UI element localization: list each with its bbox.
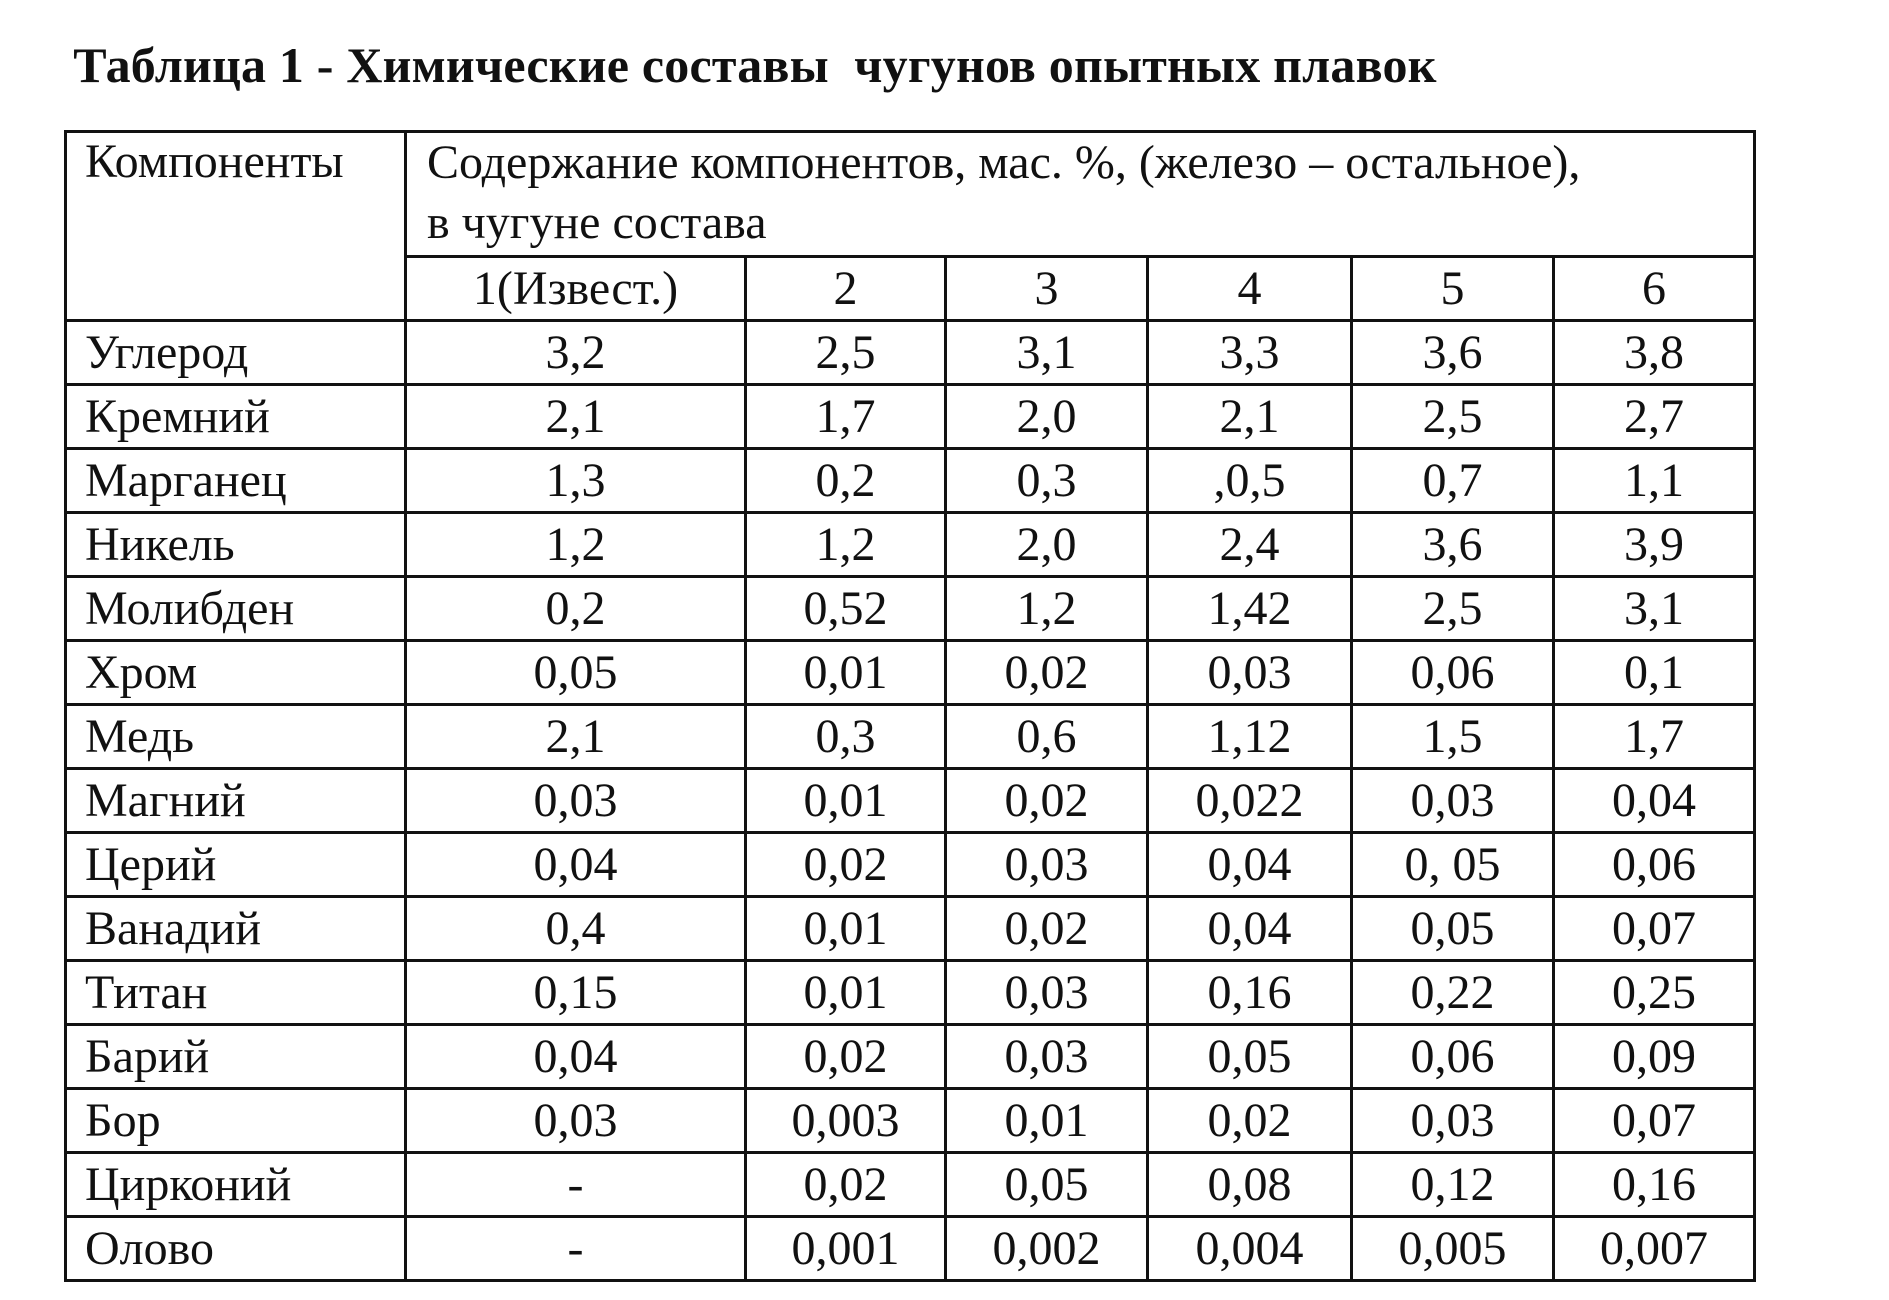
column-header: 4 [1148, 257, 1352, 321]
value-cell: 0,05 [946, 1153, 1148, 1217]
value-cell: 0,05 [406, 641, 746, 705]
value-cell: 0,02 [746, 1153, 946, 1217]
value-cell: 0,08 [1148, 1153, 1352, 1217]
value-cell: 0,22 [1352, 961, 1554, 1025]
table-row [66, 321, 1755, 385]
column-header: 3 [946, 257, 1148, 321]
value-cell: 0,09 [1554, 1025, 1755, 1089]
value-cell: 1,2 [946, 577, 1148, 641]
value-cell: 0,05 [1352, 897, 1554, 961]
value-cell: 0,25 [1554, 961, 1755, 1025]
value-cell: 0,04 [1148, 897, 1352, 961]
table-row [66, 961, 1755, 1025]
component-name: Цирконий [66, 1153, 406, 1217]
value-cell: 0,04 [1148, 833, 1352, 897]
value-cell: 0,06 [1554, 833, 1755, 897]
value-cell: 0,03 [406, 1089, 746, 1153]
value-cell: 0,007 [1554, 1217, 1755, 1281]
value-cell: 0,022 [1148, 769, 1352, 833]
table-row [66, 1089, 1755, 1153]
value-cell: 0,12 [1352, 1153, 1554, 1217]
column-header: 5 [1352, 257, 1554, 321]
content-header-line2: в чугуне состава [427, 196, 767, 249]
value-cell: 1,12 [1148, 705, 1352, 769]
value-cell: 2,1 [1148, 385, 1352, 449]
value-cell: 2,1 [406, 705, 746, 769]
value-cell: 0,16 [1554, 1153, 1755, 1217]
value-cell: 1,7 [746, 385, 946, 449]
component-name: Хром [66, 641, 406, 705]
component-name: Ванадий [66, 897, 406, 961]
component-name: Церий [66, 833, 406, 897]
value-cell: 0,04 [406, 1025, 746, 1089]
header-row [66, 132, 1755, 257]
value-cell: 0,52 [746, 577, 946, 641]
value-cell: 0,01 [746, 769, 946, 833]
value-cell: 1,2 [746, 513, 946, 577]
value-cell: 2,5 [1352, 577, 1554, 641]
corner-header-cell [66, 132, 406, 321]
component-name: Никель [66, 513, 406, 577]
value-cell: 0,03 [1352, 769, 1554, 833]
value-cell: 0,04 [406, 833, 746, 897]
value-cell: 2,4 [1148, 513, 1352, 577]
value-cell: 0,004 [1148, 1217, 1352, 1281]
value-cell: 2,1 [406, 385, 746, 449]
value-cell: 0,7 [1352, 449, 1554, 513]
value-cell: 1,42 [1148, 577, 1352, 641]
value-cell: 0,1 [1554, 641, 1755, 705]
component-name: Молибден [66, 577, 406, 641]
value-cell: - [406, 1217, 746, 1281]
value-cell: 2,0 [946, 385, 1148, 449]
content-header-cell [406, 132, 1755, 257]
table-row [66, 577, 1755, 641]
value-cell: 0,06 [1352, 1025, 1554, 1089]
table-row [66, 705, 1755, 769]
component-name: Кремний [66, 385, 406, 449]
table-row [66, 1025, 1755, 1089]
value-cell: 0,01 [746, 897, 946, 961]
value-cell: 0,005 [1352, 1217, 1554, 1281]
table-row [66, 769, 1755, 833]
value-cell: 0,07 [1554, 897, 1755, 961]
value-cell: 0,03 [1148, 641, 1352, 705]
value-cell: 0,01 [946, 1089, 1148, 1153]
value-cell: 0,2 [406, 577, 746, 641]
value-cell: 3,8 [1554, 321, 1755, 385]
value-cell: 0,04 [1554, 769, 1755, 833]
column-header: 1(Извест.) [406, 257, 746, 321]
component-name: Бор [66, 1089, 406, 1153]
component-name: Марганец [66, 449, 406, 513]
value-cell: 0,6 [946, 705, 1148, 769]
value-cell: 1,1 [1554, 449, 1755, 513]
value-cell: 0,15 [406, 961, 746, 1025]
content-header-line1: Содержание компонентов, мас. %, (железо – остальное), [427, 136, 1581, 189]
table-row [66, 1217, 1755, 1281]
value-cell: 0,07 [1554, 1089, 1755, 1153]
value-cell: 0,05 [1148, 1025, 1352, 1089]
value-cell: 0,03 [406, 769, 746, 833]
table-row [66, 513, 1755, 577]
value-cell: 1,2 [406, 513, 746, 577]
column-header: 6 [1554, 257, 1755, 321]
value-cell: 0,01 [746, 641, 946, 705]
value-cell: 0,02 [746, 1025, 946, 1089]
value-cell: 0,001 [746, 1217, 946, 1281]
value-cell: 1,3 [406, 449, 746, 513]
composition-table [64, 130, 1756, 1282]
value-cell: 0,16 [1148, 961, 1352, 1025]
value-cell: 0,2 [746, 449, 946, 513]
value-cell: 0,02 [946, 769, 1148, 833]
value-cell: 3,9 [1554, 513, 1755, 577]
value-cell: 3,3 [1148, 321, 1352, 385]
value-cell: 0,02 [1148, 1089, 1352, 1153]
component-name: Барий [66, 1025, 406, 1089]
value-cell: 3,6 [1352, 513, 1554, 577]
value-cell: 3,2 [406, 321, 746, 385]
value-cell: 0,3 [946, 449, 1148, 513]
value-cell: 0,02 [946, 897, 1148, 961]
component-name: Углерод [66, 321, 406, 385]
value-cell: 0, 05 [1352, 833, 1554, 897]
table-row [66, 833, 1755, 897]
value-cell: ,0,5 [1148, 449, 1352, 513]
value-cell: 0,01 [746, 961, 946, 1025]
value-cell: 2,0 [946, 513, 1148, 577]
value-cell: 0,03 [1352, 1089, 1554, 1153]
table-row [66, 1153, 1755, 1217]
component-name: Магний [66, 769, 406, 833]
table-row [66, 449, 1755, 513]
value-cell: 0,02 [746, 833, 946, 897]
value-cell: 3,1 [1554, 577, 1755, 641]
value-cell: 1,5 [1352, 705, 1554, 769]
value-cell: 0,03 [946, 1025, 1148, 1089]
component-name: Олово [66, 1217, 406, 1281]
table-row [66, 385, 1755, 449]
corner-header-label: Компоненты [85, 135, 344, 188]
value-cell: 0,03 [946, 833, 1148, 897]
column-header: 2 [746, 257, 946, 321]
value-cell: 3,6 [1352, 321, 1554, 385]
value-cell: 2,7 [1554, 385, 1755, 449]
value-cell: 0,4 [406, 897, 746, 961]
component-name: Медь [66, 705, 406, 769]
component-name: Титан [66, 961, 406, 1025]
value-cell: 0,02 [946, 641, 1148, 705]
value-cell: - [406, 1153, 746, 1217]
value-cell: 1,7 [1554, 705, 1755, 769]
value-cell: 0,3 [746, 705, 946, 769]
value-cell: 2,5 [1352, 385, 1554, 449]
value-cell: 3,1 [946, 321, 1148, 385]
value-cell: 2,5 [746, 321, 946, 385]
table-row [66, 641, 1755, 705]
value-cell: 0,002 [946, 1217, 1148, 1281]
table-title: Таблица 1 - Химические составы чугунов опытных плавок [73, 37, 1437, 93]
value-cell: 0,003 [746, 1089, 946, 1153]
value-cell: 0,03 [946, 961, 1148, 1025]
table-row [66, 897, 1755, 961]
value-cell: 0,06 [1352, 641, 1554, 705]
